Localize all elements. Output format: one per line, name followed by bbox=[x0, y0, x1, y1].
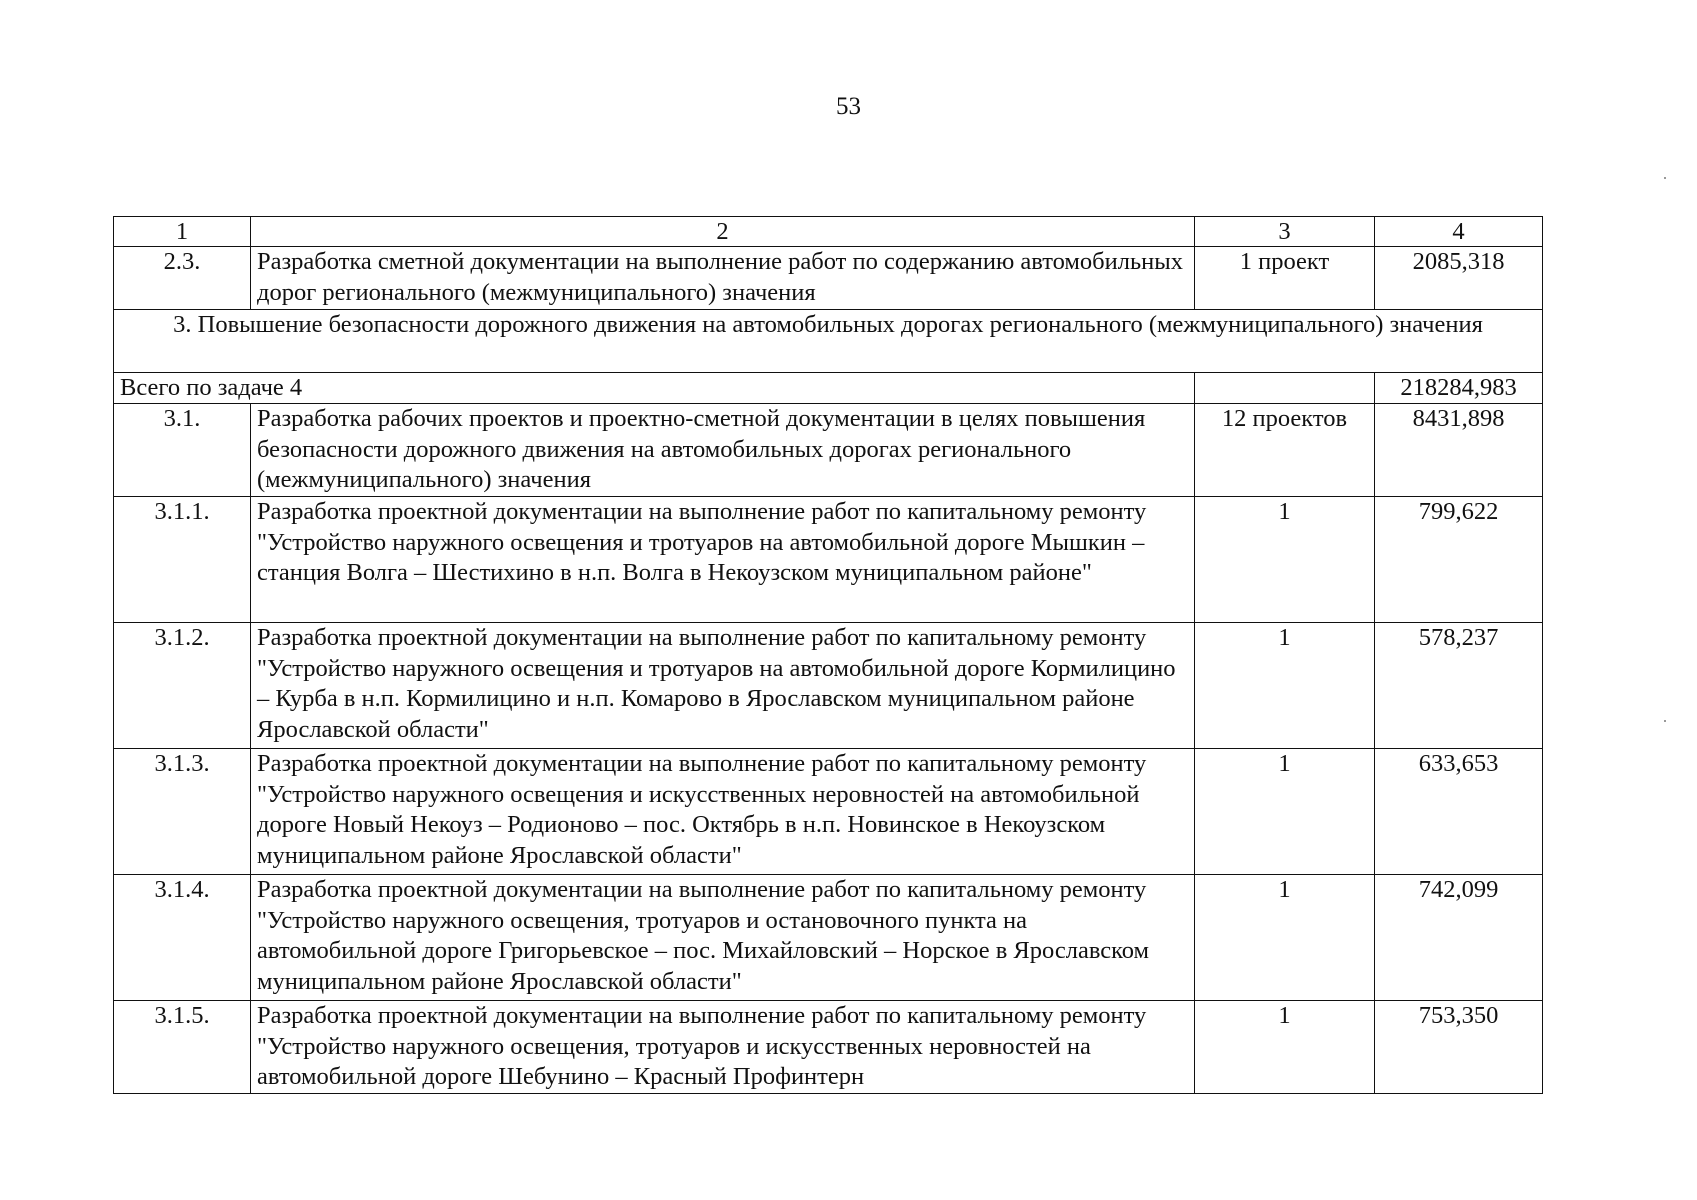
column-header-3: 3 bbox=[1195, 217, 1375, 247]
row-description: Разработка проектной документации на выполнение работ по капитальному ремонту "Устройство наружного освещения и тротуаров на автомобильной дороге Мышкин – станция Волга – Шестихино в н.п. Волга в Некоузском муниципальном районе" bbox=[251, 497, 1195, 623]
row-amount: 753,350 bbox=[1375, 1001, 1543, 1094]
row-description: Разработка сметной документации на выполнение работ по содержанию автомобильных дорог регионального (межмуниципального) значения bbox=[251, 247, 1195, 310]
table-header-row bbox=[114, 217, 1543, 247]
page-number: 53 bbox=[836, 93, 861, 120]
row-amount: 633,653 bbox=[1375, 749, 1543, 875]
row-quantity: 1 bbox=[1195, 1001, 1375, 1094]
column-header-2: 2 bbox=[251, 217, 1195, 247]
row-amount: 8431,898 bbox=[1375, 404, 1543, 497]
section-row bbox=[114, 310, 1543, 373]
row-description: Разработка проектной документации на выполнение работ по капитальному ремонту "Устройство наружного освещения, тротуаров и искусственных неровностей на автомобильной дороге Шебунино – Красный Профинтерн bbox=[251, 1001, 1195, 1094]
row-amount: 799,622 bbox=[1375, 497, 1543, 623]
table-row bbox=[114, 1001, 1543, 1094]
total-label: Всего по задаче 4 bbox=[114, 373, 1195, 404]
table-row bbox=[114, 749, 1543, 875]
row-number: 3.1.4. bbox=[114, 875, 251, 1001]
total-amount: 218284,983 bbox=[1375, 373, 1543, 404]
row-amount: 742,099 bbox=[1375, 875, 1543, 1001]
row-description: Разработка проектной документации на выполнение работ по капитальному ремонту "Устройство наружного освещения и тротуаров на автомобильной дороге Кормилицино – Курба в н.п. Кормилицино и н.п. Комарово в Ярославском муниципальном районе Ярославской области" bbox=[251, 623, 1195, 749]
table-row bbox=[114, 875, 1543, 1001]
row-quantity: 1 bbox=[1195, 875, 1375, 1001]
row-description: Разработка проектной документации на выполнение работ по капитальному ремонту "Устройство наружного освещения и искусственных неровностей на автомобильной дороге Новый Некоуз – Родионово – пос. Октябрь в н.п. Новинское в Некоузском муниципальном районе Ярославской области" bbox=[251, 749, 1195, 875]
row-number: 3.1.1. bbox=[114, 497, 251, 623]
section-title: 3. Повышение безопасности дорожного движения на автомобильных дорогах регионального (межмуниципального) значения bbox=[114, 310, 1543, 373]
row-number: 3.1.3. bbox=[114, 749, 251, 875]
row-number: 2.3. bbox=[114, 247, 251, 310]
table-row bbox=[114, 247, 1543, 310]
row-number: 3.1.2. bbox=[114, 623, 251, 749]
work-items-table bbox=[113, 216, 1543, 1094]
scan-speck bbox=[1664, 720, 1666, 722]
row-number: 3.1.5. bbox=[114, 1001, 251, 1094]
table-row bbox=[114, 623, 1543, 749]
total-quantity bbox=[1195, 373, 1375, 404]
row-quantity: 12 проектов bbox=[1195, 404, 1375, 497]
row-description: Разработка проектной документации на выполнение работ по капитальному ремонту "Устройство наружного освещения, тротуаров и остановочного пункта на автомобильной дороге Григорьевское – пос. Михайловский – Норское в Ярославском муниципальном районе Ярославской области" bbox=[251, 875, 1195, 1001]
column-header-4: 4 bbox=[1375, 217, 1543, 247]
row-quantity: 1 проект bbox=[1195, 247, 1375, 310]
row-quantity: 1 bbox=[1195, 749, 1375, 875]
row-number: 3.1. bbox=[114, 404, 251, 497]
table-row bbox=[114, 497, 1543, 623]
column-header-1: 1 bbox=[114, 217, 251, 247]
table-row bbox=[114, 404, 1543, 497]
row-quantity: 1 bbox=[1195, 623, 1375, 749]
scan-speck bbox=[1664, 177, 1666, 179]
row-description: Разработка рабочих проектов и проектно-сметной документации в целях повышения безопасности дорожного движения на автомобильных дорогах регионального (межмуниципального) значения bbox=[251, 404, 1195, 497]
row-amount: 578,237 bbox=[1375, 623, 1543, 749]
row-amount: 2085,318 bbox=[1375, 247, 1543, 310]
row-quantity: 1 bbox=[1195, 497, 1375, 623]
total-row bbox=[114, 373, 1543, 404]
